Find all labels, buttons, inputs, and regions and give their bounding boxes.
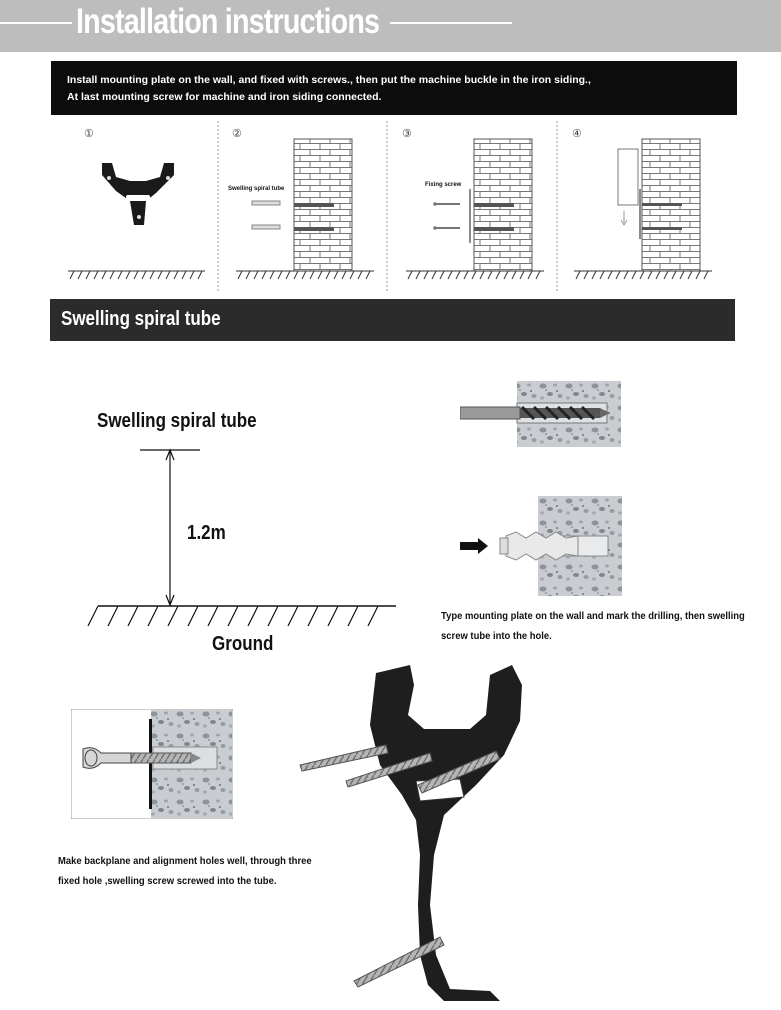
screw-caption-line-1: Make backplane and alignment holes well, through three [58,855,312,867]
steps-illustration [50,119,736,294]
mounting-bracket-image [290,655,550,1007]
ground-hatch-3 [406,271,544,279]
instructions-line-2: At last mounting screw for machine and iron siding connected. [67,91,382,103]
height-top-label: Swelling spiral tube [97,410,257,432]
step-1-bracket-icon [102,163,174,225]
page-title: Installation instructions [76,2,380,41]
step-4-wall-icon [618,139,700,271]
step-2-wall-icon [252,139,352,271]
step-2-number: ② [232,128,242,140]
screw-tube-illustration [71,709,233,819]
step-4-number: ④ [572,128,582,140]
anchor-illustration [460,496,622,596]
step-3-label: Fixing screw [425,182,462,188]
section-header [50,299,735,341]
bracket-body [370,665,522,1001]
ground-hatch-4 [574,271,712,279]
ground-hatch-1 [68,271,205,279]
step-3-wall-icon [433,139,532,271]
height-value-label: 1.2m [187,522,226,544]
step-2-label: Swelling spiral tube [228,186,285,192]
instructions-line-1: Install mounting plate on the wall, and fixed with screws., then put the machine buckle in the iron siding., [67,74,591,86]
drill-caption-line-1: Type mounting plate on the wall and mark the drilling, then swelling [441,610,745,622]
height-diagram [80,440,400,640]
title-banner [0,0,781,52]
title-rule-left [0,22,72,24]
drill-illustration [460,381,622,447]
screw-1 [300,745,388,771]
drill-caption-line-2: screw tube into the hole. [441,630,552,642]
ground-label: Ground [212,633,274,655]
ground-hatch-2 [236,271,374,279]
steps-panel [50,119,736,294]
ground-hatch [88,606,378,626]
title-rule-right [390,22,512,24]
arrow-right-icon [460,538,488,554]
screw-caption-line-2: fixed hole ,swelling screw screwed into the tube. [58,875,277,887]
instructions-box [51,61,737,115]
step-3-number: ③ [402,128,412,140]
step-1-number: ① [84,128,94,140]
section-title: Swelling spiral tube [61,308,221,330]
